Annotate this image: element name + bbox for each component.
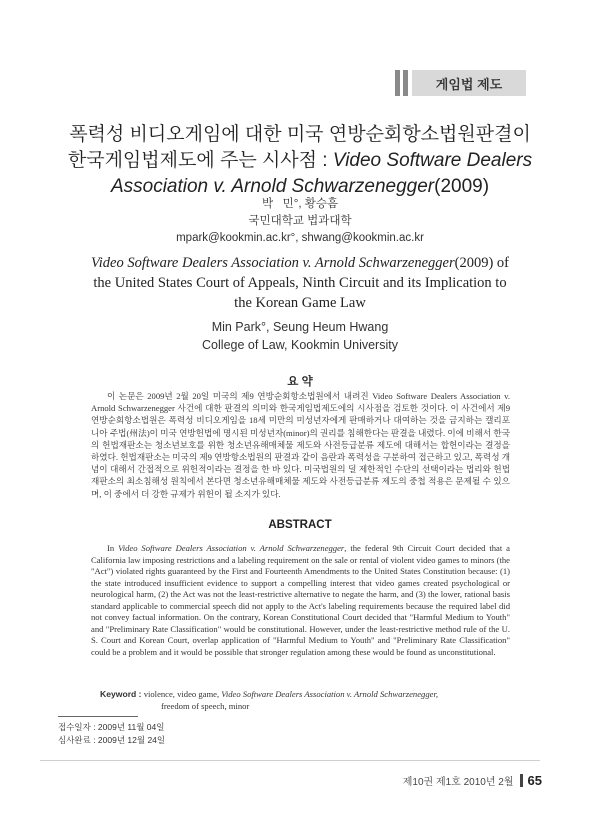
footer-divider-mark [520, 774, 523, 787]
authors-korean [40, 196, 560, 247]
abstract-en-text: , the federal 9th Circuit Court decided that a California law imposing restrictions and a labeling requirement on the sale or rental of violent video games to minors (the "Act") violated rights guaranteed by the First and Fourteenth Amendments to the United States Constitution because: (1) the state introduced insufficient evidence to support a compelling interest that video games created psychological or neurological harm, (2) the Act was not the least-restrictive alternative to negate the harm, and (3) the lower, rational basis standard applicable to commercial speech did not apply to the Act's labeling requirements because the required label did not convey factual information. On the contrary, Korean Constitutional Court decided that "Harmful Medium to Youth" and "Preliminary Rate Classification" would be constitutional. However, under the least-restrictive method rule of the U. S. Court and Korean Court, overlap application of "Harmful Medium to Youth" and "Preliminary Rate Classification" could be a problem and it would be possible that stronger regulation among these would be found as unconstitutional. [91, 543, 510, 657]
authors-english [40, 318, 560, 354]
received-date: 접수일자 : 2009년 11월 04일 [58, 722, 165, 732]
title-en-rest1: (2009) of [454, 255, 510, 271]
page-footer [403, 773, 542, 788]
abstract-kr-heading: 요 약 [287, 376, 313, 388]
abstract-kr-body: 이 논문은 2009년 2월 20일 미국의 제9 연방순회항소법원에서 내려진 Video Software Dealers Association v. Arnold Schwarzenegger 사건에 대한 판결의 의미와 한국게임법제도에의 시사점을 검토한 것이다. 이 사건에서 제9 연방순회항소법원은 폭력성 비디오게임을 18세 미만의 미성년자에게 판매하거나 대여하는 것을 금지하는 캘리포니아 주법(州法)이 미국 연방헌법에 명시된 미성년자(minor)의 권리를 침해한다는 판결을 내렸다. 이에 비해서 한국의 헌법재판소는 청소년보호를 위한 청소년유해매체물 제도와 사전등급분류 제도에 대해서는 합헌이라는 결정을 하였다. 헌법재판소는 미국의 제9 연방항소법원의 판결과 같이 음란과 폭력성을 구분하여 접근하고 있고, 폭력성 개념이 대해서 간접적으로 위헌적이라는 결정을 한 바 있다. 미국법원의 덜 제한적인 수단의 선택이라는 법리와 헌법재판소의 최소침해성 원칙에서 본다면 청소년유해매체물 제도와 사전등급분류 제도의 중첩 적용은 문제될 수 있으며, 이 중에서 더 강한 규제가 위헌이 될 소지가 있다. [91, 391, 510, 499]
title-english [40, 253, 560, 313]
title-en-line1 [40, 253, 560, 273]
accepted-date: 심사완료 : 2009년 12월 24일 [58, 735, 166, 745]
issue-info: 제10권 제1호 2010년 2월 [402, 777, 514, 788]
dates-divider [58, 716, 138, 717]
affiliation-kr: 국민대학교 법과대학 [248, 215, 352, 227]
author-names-kr: 박 민°, 황승흠 [261, 198, 339, 210]
keywords-part2: freedom of speech, minor [161, 701, 250, 711]
title-korean [40, 122, 560, 200]
author-names-en: Min Park°, Seung Heum Hwang [211, 320, 389, 334]
keywords-part1: violence, video game, [141, 689, 222, 699]
page-number: 65 [527, 773, 542, 788]
title-kr-line2-prefix: 한국게임법제도에 주는 시사점 : [67, 150, 333, 171]
title-kr-line3-italic: Association v. Arnold Schwarzenegger [110, 176, 435, 197]
abstract-en-body [91, 543, 510, 658]
section-tag: 게임법 제도 [412, 70, 526, 96]
header-decor-bar [395, 70, 400, 96]
abstract-en-heading: ABSTRACT [268, 519, 332, 531]
title-en-line3: the Korean Game Law [234, 295, 366, 311]
keywords-label: Keyword : [100, 689, 142, 699]
title-kr-line2 [40, 148, 560, 174]
abstract-en-lead: In [107, 543, 119, 553]
keywords-italic: Video Software Dealers Association v. Arnold Schwarzenegger, [221, 689, 438, 699]
footer-divider [40, 760, 540, 761]
title-kr-line1: 폭력성 비디오게임에 대한 미국 연방순회항소법원판결이 [69, 124, 531, 145]
header-decor-bar [403, 70, 408, 96]
affiliation-en: College of Law, Kookmin University [202, 338, 398, 352]
title-kr-line2-italic: Video Software Dealers [332, 150, 533, 171]
keywords [100, 688, 520, 712]
title-en-line2: the United States Court of Appeals, Ninth Circuit and its Implication to [93, 275, 507, 291]
title-kr-line3-suffix: (2009) [434, 176, 490, 197]
title-en-italic: Video Software Dealers Association v. Arnold Schwarzenegger [90, 255, 455, 271]
author-emails: mpark@kookmin.ac.kr°, shwang@kookmin.ac.kr [176, 232, 424, 244]
abstract-en-case-name: Video Software Dealers Association v. Arnold Schwarzenegger [118, 543, 345, 553]
submission-dates [58, 721, 165, 747]
